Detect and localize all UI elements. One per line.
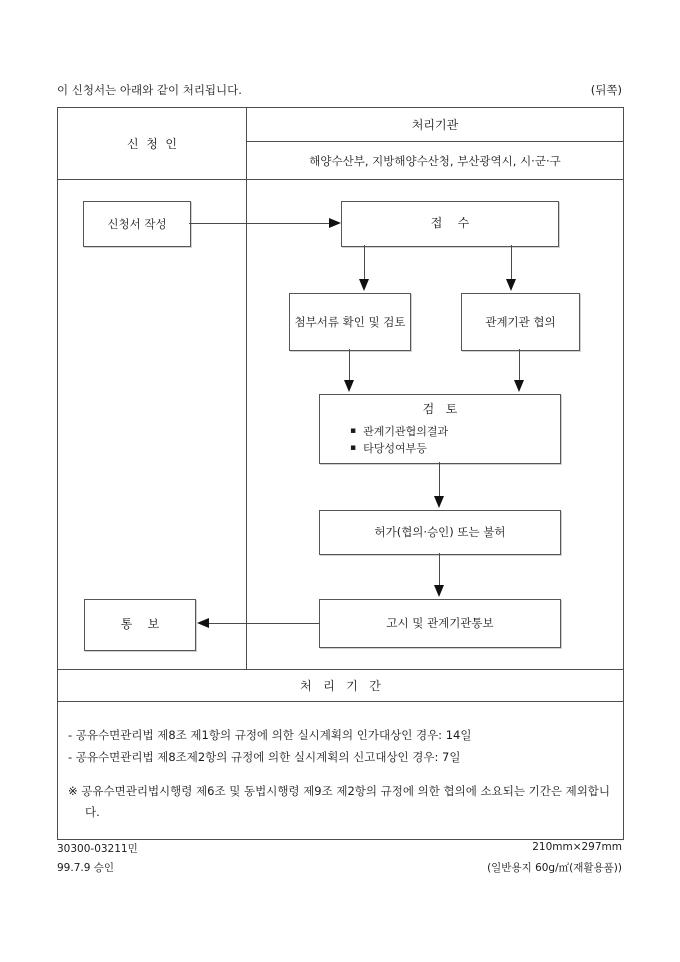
paper-size: 210mm×297mm	[532, 841, 622, 853]
note-line-1: - 공유수면관리법 제8조 제1항의 규정에 의한 실시계획의 인가대상인 경우: 14일	[68, 728, 472, 742]
form-number: 30300-03211민	[57, 843, 138, 855]
flow-box-write-application: 신청서 작성	[83, 201, 191, 247]
footer-row-2	[57, 860, 622, 875]
flow-box-check-documents: 첨부서류 확인 및 검토	[289, 293, 411, 351]
note-line-2: - 공유수면관리법 제8조제2항의 규정에 의한 실시계획의 신고대상인 경우: 7일	[68, 750, 461, 764]
review-box-content	[320, 395, 560, 461]
connector-write-to-receive	[189, 223, 329, 224]
flow-box-public-notice: 고시 및 관계기관통보	[319, 599, 561, 648]
arrow-down-icon	[344, 380, 354, 392]
back-side-label: (뒤쪽)	[590, 83, 622, 97]
applicant-header-cell: 신 청 인	[126, 137, 178, 151]
connector-review-to-decision	[439, 462, 440, 496]
agency-header-cell: 처리기관	[411, 118, 459, 132]
arrow-down-icon	[514, 380, 524, 392]
approval-date: 99.7.9 승인	[57, 862, 115, 874]
flow-box-agency-consult: 관계기관 협의	[461, 293, 580, 351]
header-row-bottom-line	[58, 179, 623, 180]
square-bullet-icon: ▪	[350, 443, 357, 454]
review-title: 검 토	[422, 402, 458, 416]
processing-table	[57, 107, 624, 840]
connector-decision-to-notice	[439, 553, 440, 585]
paper-spec: (일반용지 60g/㎡(재활용품))	[487, 862, 622, 874]
notes-section	[58, 701, 623, 839]
arrow-down-icon	[434, 496, 444, 508]
column-divider-line	[246, 108, 247, 669]
flow-box-decision: 허가(협의·승인) 또는 불허	[319, 510, 561, 555]
processing-period-header-cell: 처 리 기 간	[300, 679, 381, 693]
note-line-3: ※ 공유수면관리법시행령 제6조 및 동법시행령 제9조 제2항의 규정에 의한 협의에 소요되는 기간은 제외합니다.	[68, 784, 611, 819]
arrow-left-icon	[197, 618, 209, 628]
arrow-down-icon	[506, 279, 516, 291]
flow-box-receive: 접 수	[341, 201, 559, 247]
connector-consult-to-review	[519, 349, 520, 380]
arrow-down-icon	[359, 279, 369, 291]
review-item-label: 관계기관협의결과	[363, 425, 449, 439]
connector-check-to-review	[349, 349, 350, 380]
flow-box-notify: 통 보	[84, 599, 196, 651]
review-bullet-item	[328, 423, 552, 440]
review-bullet-item	[328, 440, 552, 457]
connector-receive-to-check	[364, 245, 365, 279]
footer-row-1	[57, 841, 622, 856]
page-intro-note: 이 신청서는 아래와 같이 처리됩니다.	[57, 83, 242, 97]
arrow-down-icon	[434, 585, 444, 597]
agency-list-cell: 해양수산부, 지방해양수산청, 부산광역시, 시·군·구	[309, 153, 561, 168]
connector-notice-to-notify	[209, 623, 319, 624]
connector-receive-to-consult	[511, 245, 512, 279]
arrow-right-icon	[329, 218, 341, 228]
square-bullet-icon: ▪	[350, 426, 357, 437]
review-item-label: 타당성여부등	[363, 442, 427, 456]
flow-box-review	[319, 394, 561, 464]
